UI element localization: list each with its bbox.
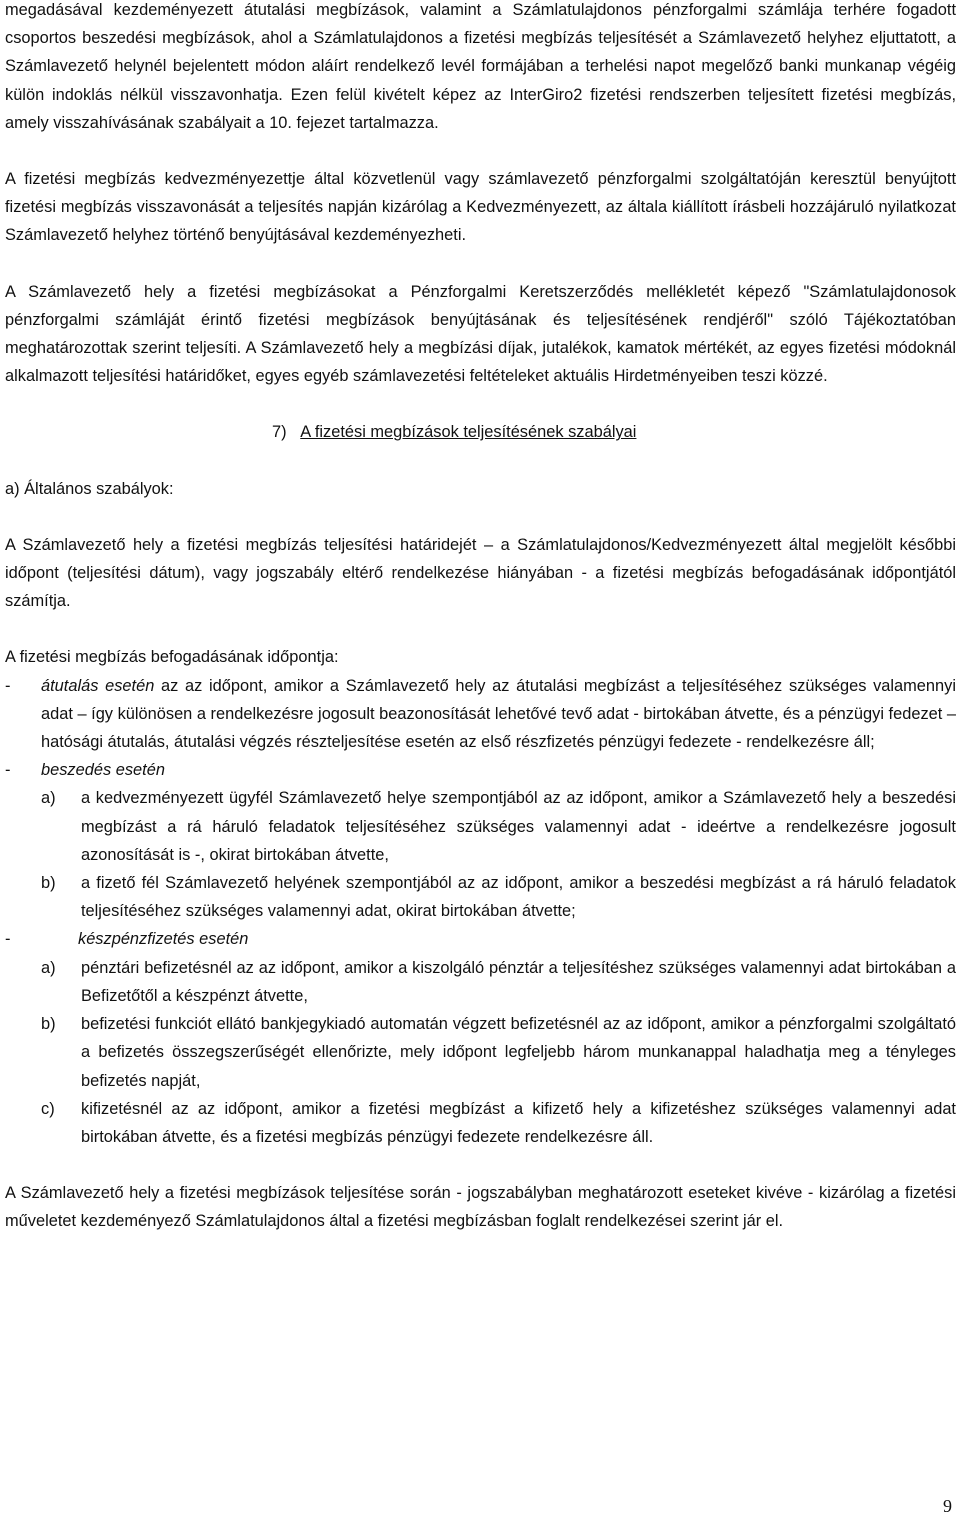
section-heading (272, 418, 956, 446)
page-number: 9 (943, 1496, 952, 1516)
sub-item-text: a fizető fél Számlavezető helyének szempontjából az az időpont, amikor a beszedési megbízást a rá háruló feladatok teljesítéséhez szükséges valamennyi adat, okirat birtokában átvette; (81, 874, 956, 921)
list-item-collection (5, 756, 956, 784)
paragraph-revocation-intergiro: Ezen felül kivételt képez az InterGiro2 fizetési rendszerben teljesített fizetési megbízás, amely visszahívásának szabályait a 10. fejezet tartalmazza. (5, 85, 956, 132)
sub-item-label: a) (41, 958, 56, 977)
section-heading-number: 7) (272, 423, 287, 442)
sub-item-text: kifizetésnél az az időpont, amikor a fizetési megbízást a kifizető hely a kifizetéshez szükséges valamennyi adat birtokában átvette, és a fizetési megbízás pénzügyi fedezete rendelkezésre áll. (81, 1099, 956, 1146)
list-dash: - (5, 930, 11, 949)
paragraph-deadline: A Számlavezető hely a fizetési megbízás teljesítési határidejét – a Számlatulajdonos/Kedvezményezett által megjelölt későbbi időpont (teljesítési dátum), vagy jogszabály eltérő rendelkezése hiányában - a fizetési megbízás befogadásának időpontjától számítja. (5, 535, 956, 611)
section-heading-title: A fizetési megbízások teljesítésének szabályai (300, 423, 637, 442)
sub-item-collection-b (41, 869, 956, 925)
list-dash: - (5, 761, 11, 780)
list-item-cash-label: készpénzfizetés esetén (78, 930, 249, 949)
sub-item-label: b) (41, 874, 56, 893)
sub-item-cash-b (41, 1010, 956, 1095)
paragraph-revocation (5, 0, 956, 137)
subheading-general-rules: a) Általános szabályok: (5, 479, 174, 498)
paragraph-execution-rules: A Számlavezető hely a fizetési megbízásokat a Pénzforgalmi Keretszerződés mellékletét képező "Számlatulajdonosok pénzforgalmi számláját érintő fizetési megbízások benyújtásának és teljesítésének rendjéről" szóló Tájékoztatóban meghatározottak szerint teljesíti. A Számlavezető hely a megbízási díjak, jutalékok, kamatok mértékét, az egyes fizetési módoknál alkalmazott teljesítési határidőket, egyes egyéb számlavezetési feltételeket aktuális Hirdetményeiben teszi közzé. (5, 282, 956, 386)
paragraph-acceptance-title: A fizetési megbízás befogadásának időpontja: (5, 648, 339, 667)
list-item-collection-label: beszedés esetén (41, 761, 165, 780)
list-item-transfer-text: az az időpont, amikor a Számlavezető hely az átutalási megbízást a teljesítéséhez szükséges valamennyi adat – így különösen a rendelkezésre jogosult beazonosítását lehetővé tevő adat - birtokában átvette, és a pénzügyi fedezet – hatósági átutalás, átutalási végzés részteljesítése esetén az első részfizetés pénzügyi fedezete - rendelkezésre áll; (41, 676, 956, 752)
paragraph-beneficiary-revocation: A fizetési megbízás kedvezményezettje által közvetlenül vagy számlavezető pénzforgalmi szolgáltatóján keresztül benyújtott fizetési megbízás visszavonását a teljesítés napján kizárólag a Kedvezményezett, az általa kiállított írásbeli hozzájáruló nyilatkozat Számlavezető helyhez történő benyújtásával kezdeményezheti. (5, 170, 956, 245)
sub-item-text: a kedvezményezett ügyfél Számlavezető helye szempontjából az az időpont, amikor a Számlavezető hely a beszedési megbízást a rá háruló feladatok teljesítéséhez szükséges valamennyi adat - ideértve a rendelkezésre jogosult azonosítását is -, okirat birtokában átvette, (81, 789, 956, 864)
list-dash: - (5, 676, 11, 695)
paragraph-revocation-main: megadásával kezdeményezett átutalási megbízások, valamint a Számlatulajdonos pénzforgalmi számlája terhére fogadott csoportos beszedési megbízások, ahol a Számlatulajdonos a fizetési megbízás teljesítését a Számlavezető helyhez eljuttatott, a Számlavezető helynél bejelentett módon aláírt rendelkező levél formájában a terhelési napot megelőző banki munkanap végéig külön indoklás nélkül visszavonhatja. (5, 1, 956, 104)
sub-item-cash-a (41, 954, 956, 1010)
sub-item-label: c) (41, 1099, 55, 1118)
document-page (5, 0, 956, 1236)
sub-item-text: befizetési funkciót ellátó bankjegykiadó automatán végzett befizetésnél az az időpont, amikor a pénzforgalmi szolgáltató a befizetés összegszerűségét ellenőrizte, mely időpont legfeljebb három munkanappal haladhatja meg a tényleges befizetés napját, (81, 1015, 956, 1090)
sub-item-label: b) (41, 1015, 56, 1034)
sub-item-collection-a (41, 784, 956, 869)
sub-item-cash-c (41, 1095, 956, 1151)
sub-item-label: a) (41, 789, 56, 808)
list-item-transfer (5, 672, 956, 757)
sub-item-text: pénztári befizetésnél az az időpont, amikor a kiszolgáló pénztár a teljesítéshez szükséges valamennyi adat birtokában a Befizetőtől a készpénzt átvette, (81, 958, 956, 1005)
list-item-cash (5, 925, 956, 953)
list-item-transfer-label: átutalás esetén (41, 676, 155, 695)
paragraph-execution-compliance: A Számlavezető hely a fizetési megbízások teljesítése során - jogszabályban meghatározott eseteket kivéve - kizárólag a fizetési műveletet kezdeményező Számlatulajdonos által a fizetési megbízásban foglalt rendelkezései szerint jár el. (5, 1184, 956, 1231)
